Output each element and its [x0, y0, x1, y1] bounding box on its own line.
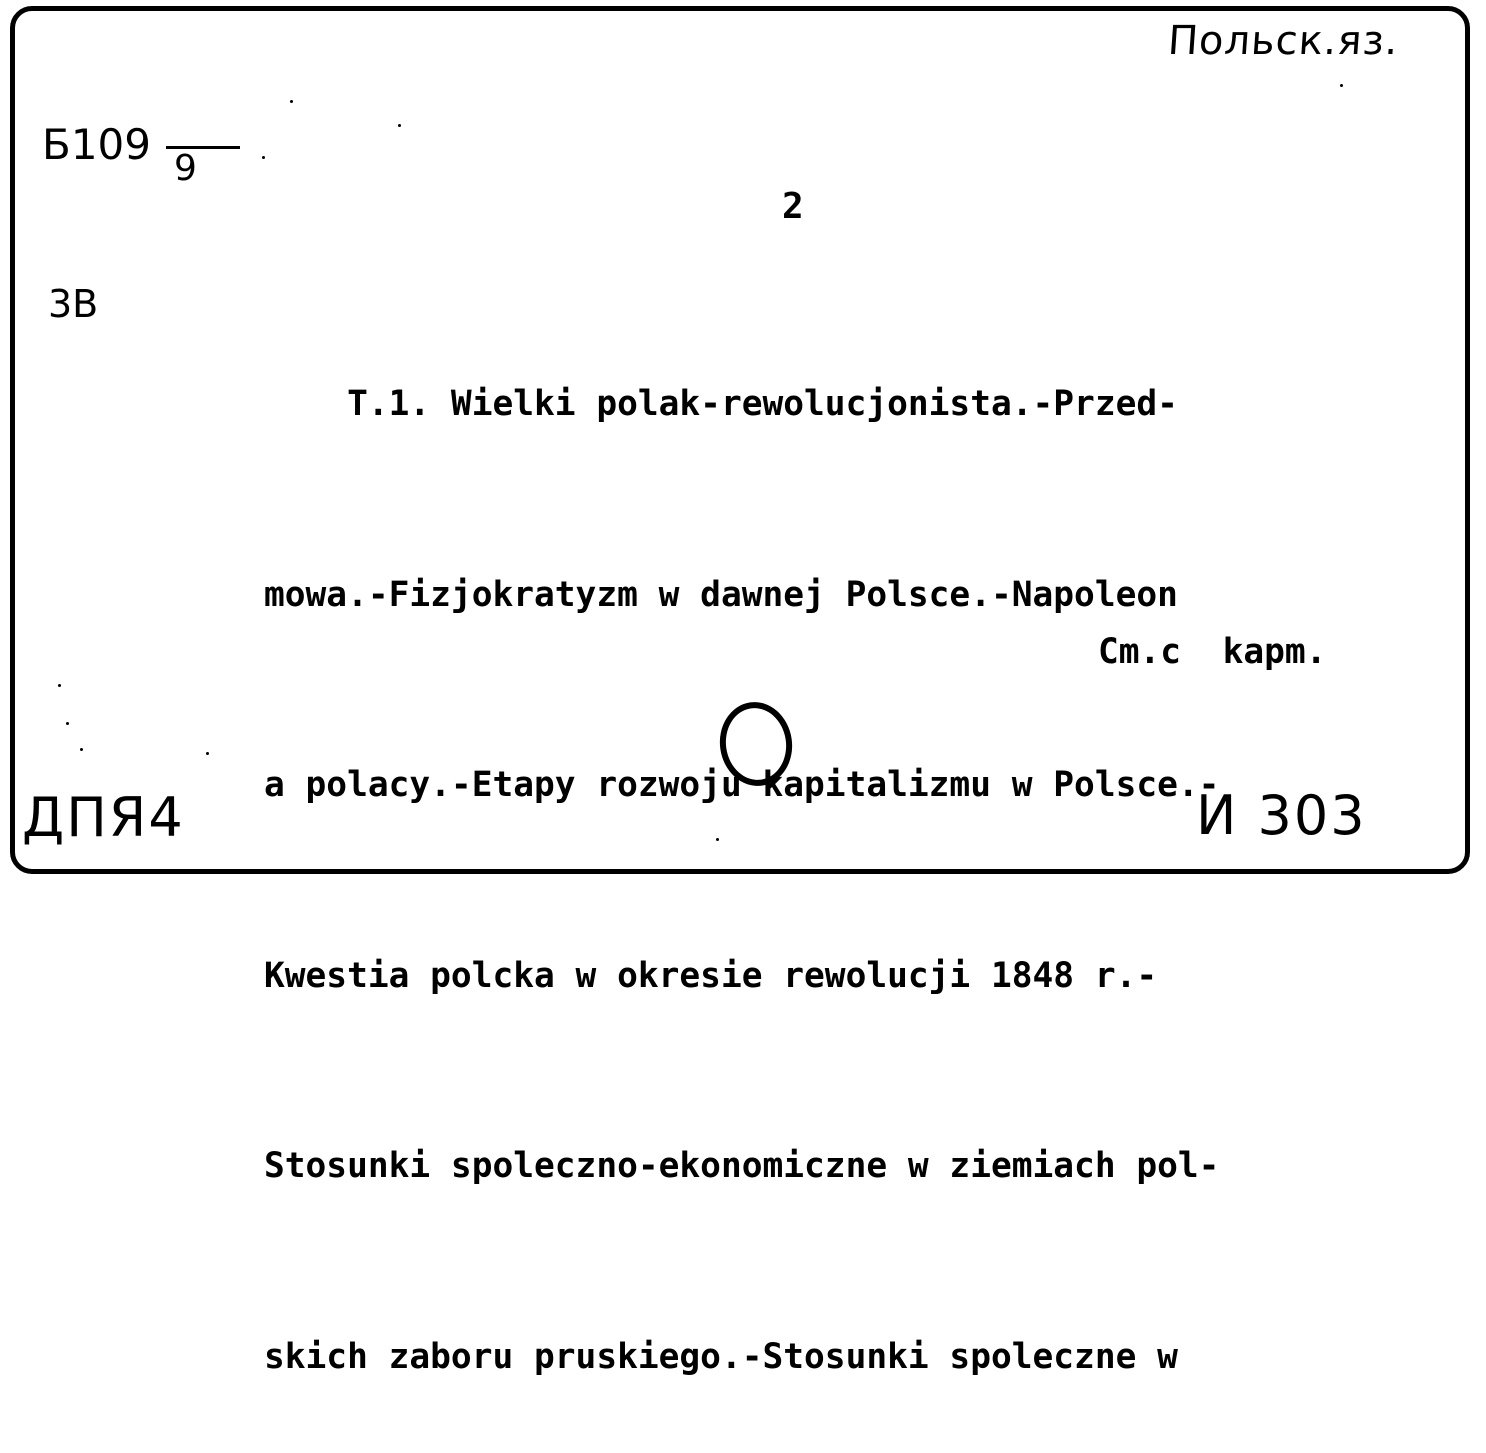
code-mark: ДПЯ4 — [22, 786, 185, 849]
body-line: Stosunki spoleczno-ekonomiczne w ziemiach pol- — [264, 1146, 1220, 1186]
speck — [80, 748, 83, 751]
speck — [290, 100, 293, 103]
body-line: Kwestia polcka w okresie rewolucji 1848 r.- — [264, 955, 1158, 996]
speck — [262, 156, 265, 159]
inventory-mark: И 303 — [1196, 784, 1367, 847]
body-line: mowa.-Fizjokratyzm w dawnej Polsce.-Napoleon — [264, 574, 1178, 615]
speck — [66, 722, 69, 725]
speck — [58, 684, 61, 687]
shelf-mark-main: Б109 — [42, 120, 151, 169]
speck — [206, 752, 209, 755]
body-line: skich zaboru pruskiego.-Stosunki spoleczne w — [264, 1336, 1178, 1377]
speck — [398, 124, 401, 127]
speck — [716, 838, 719, 841]
card-body-text — [264, 246, 1219, 1453]
page-number: 2 — [782, 186, 804, 227]
speck — [1340, 84, 1343, 87]
body-line: a polacy.-Etapy rozwoju kapitalizmu w Polsce.- — [264, 765, 1220, 805]
shelf-mark — [42, 120, 197, 189]
body-line: T.1. Wielki polak-rewolucjonista.-Przed- — [264, 384, 1178, 424]
section-mark: 3В — [48, 282, 99, 326]
language-mark: Польск.яз. — [1166, 18, 1401, 64]
continuation-note: Cm.c kapm. — [1098, 632, 1327, 672]
shelf-mark-sub: 9 — [166, 146, 240, 189]
